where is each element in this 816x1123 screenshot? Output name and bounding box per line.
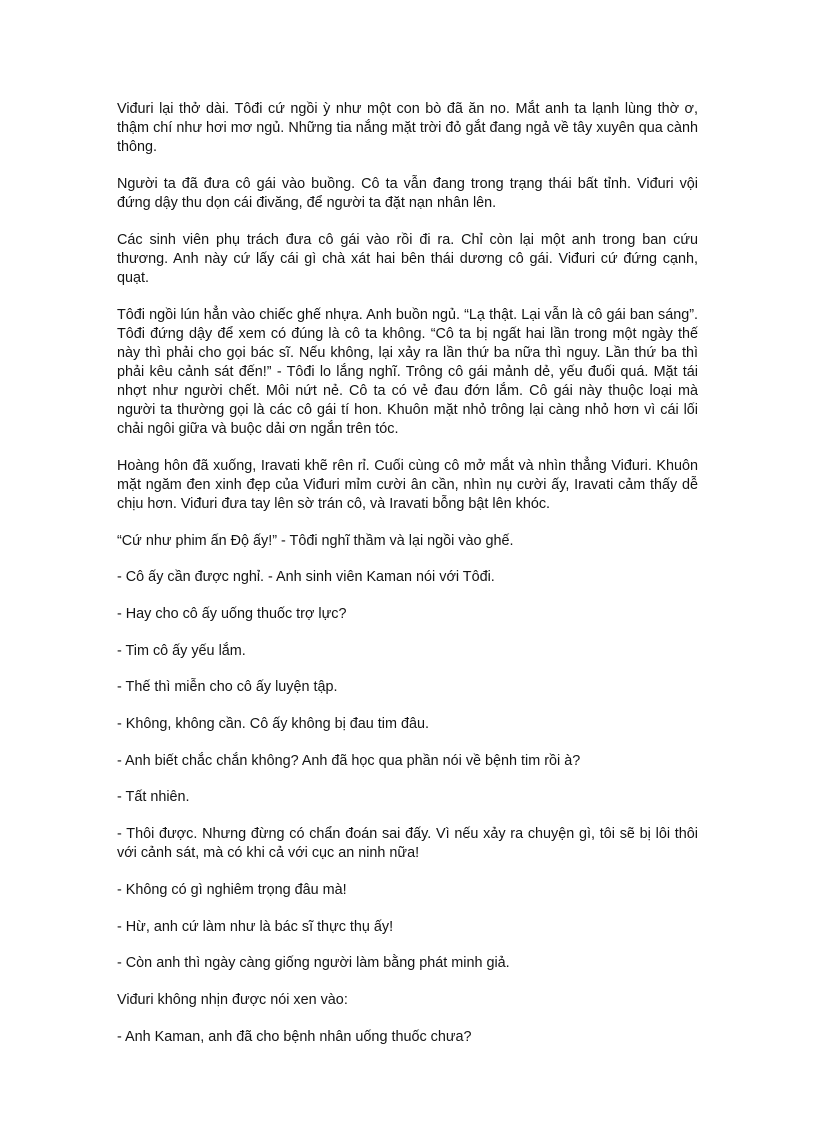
paragraph-6: “Cứ như phim ấn Độ ấy!” - Tôđi nghĩ thầm và lại ngồi vào ghế. (117, 532, 514, 549)
paragraph-5: Hoàng hôn đã xuống, Iravati khẽ rên rỉ. Cuối cùng cô mở mắt và nhìn thẳng Viđuri. Khuôn mặt ngăm đen xinh đẹp của Viđuri mỉm cười ân cần, nhìn nụ cười ấy, Iravati cảm thấy dễ chịu hơn. Viđuri đưa tay lên sờ trán cô, và Iravati bỗng bật lên khóc. (117, 457, 698, 512)
dialogue-line-10: - Hừ, anh cứ làm như là bác sĩ thực thụ ấy! (117, 918, 394, 935)
document-page (117, 100, 698, 1064)
dialogue-line-2: - Hay cho cô ấy uống thuốc trợ lực? (117, 606, 347, 623)
dialogue-line-8: - Thôi được. Nhưng đừng có chẩn đoán sai đấy. Vì nếu xảy ra chuyện gì, tôi sẽ bị lôi thôi với cảnh sát, mà có khi cả với cục an ninh nữa! (117, 826, 698, 862)
paragraph-3: Các sinh viên phụ trách đưa cô gái vào rồi đi ra. Chỉ còn lại một anh trong ban cứu thương. Anh này cứ lấy cái gì chà xát hai bên thái dương cô gái. Viđuri cứ đứng cạnh, quạt. (117, 231, 698, 286)
paragraph-1: Viđuri lại thở dài. Tôđi cứ ngồi ỳ như một con bò đã ăn no. Mắt anh ta lạnh lùng thờ ơ, thậm chí như hơi mơ ngủ. Những tia nắng mặt trời đỏ gắt đang ngả về tây xuyên qua cành thông. (117, 101, 698, 156)
dialogue-line-5: - Không, không cần. Cô ấy không bị đau tim đâu. (117, 716, 429, 733)
dialogue-line-9: - Không có gì nghiêm trọng đâu mà! (117, 881, 347, 898)
dialogue-line-3: - Tim cô ấy yếu lắm. (117, 642, 246, 659)
paragraph-4: Tôđi ngồi lún hẳn vào chiếc ghế nhựa. Anh buồn ngủ. “Lạ thật. Lại vẫn là cô gái ban sáng”. Tôđi đứng dậy để xem có đúng là cô ta không. “Cô ta bị ngất hai lần trong một ngày thế này thì phải cho gọi bác sĩ. Nếu không, lại xảy ra lần thứ ba nữa thì nguy. Lần thứ ba thì phải kêu cảnh sát đến!” - Tôđi lo lắng nghĩ. Trông cô gái mảnh dẻ, yếu đuối quá. Mặt tái nhợt như người chết. Môi nứt nẻ. Cô ta có vẻ đau đớn lắm. Cô gái này thuộc loại mà người ta thường gọi là các cô gái tí hon. Khuôn mặt nhỏ trông lại càng nhỏ hơn vì cái lối chải ngôi giữa và buộc dải ơn ngắn trên tóc. (117, 306, 698, 438)
paragraph-2: Người ta đã đưa cô gái vào buồng. Cô ta vẫn đang trong trạng thái bất tỉnh. Viđuri vội đứng dậy thu dọn cái đivăng, để người ta đặt nạn nhân lên. (117, 175, 698, 211)
dialogue-line-7: - Tất nhiên. (117, 789, 190, 806)
dialogue-line-12: - Anh Kaman, anh đã cho bệnh nhân uống thuốc chưa? (117, 1028, 472, 1045)
narration-line: Viđuri không nhịn được nói xen vào: (117, 992, 348, 1008)
dialogue-line-11: - Còn anh thì ngày càng giống người làm bằng phát minh giả. (117, 955, 510, 972)
dialogue-line-6: - Anh biết chắc chắn không? Anh đã học qua phần nói về bệnh tim rồi à? (117, 752, 581, 769)
dialogue-line-4: - Thế thì miễn cho cô ấy luyện tập. (117, 679, 338, 696)
dialogue-line-1: - Cô ấy cần được nghỉ. - Anh sinh viên Kaman nói với Tôđi. (117, 569, 495, 586)
